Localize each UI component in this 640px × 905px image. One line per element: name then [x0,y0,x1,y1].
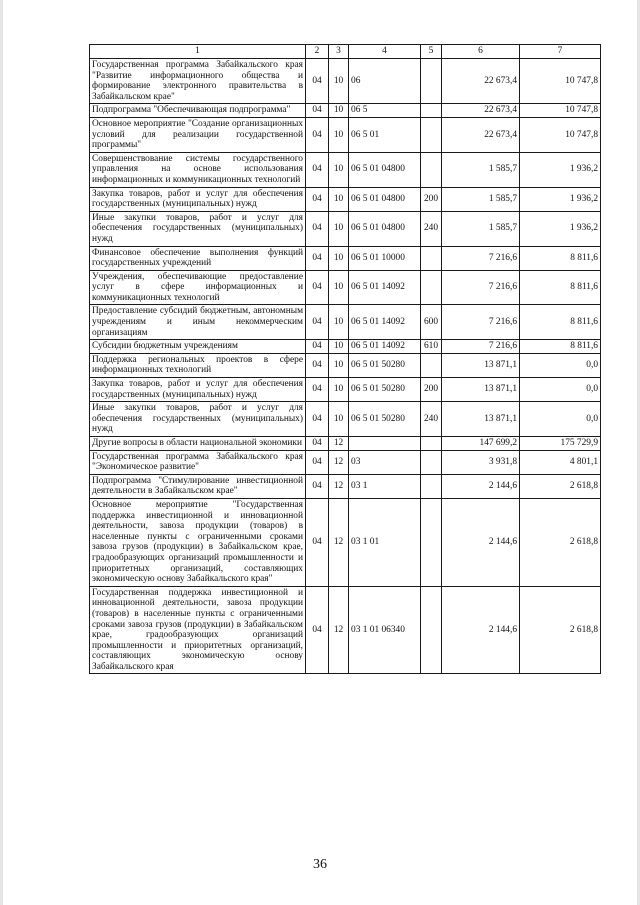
row-subsection-code: 12 [329,474,349,498]
table-row [90,340,601,354]
table-row [90,474,601,498]
row-amount-year-2: 8 811,6 [520,246,601,270]
row-expense-type: 610 [421,340,442,354]
row-target-article: 06 5 01 50280 [349,402,421,437]
row-section-code: 04 [306,498,329,586]
row-target-article: 03 1 01 [349,498,421,586]
row-amount-year-1: 22 673,4 [442,59,520,104]
row-subsection-code: 10 [329,305,349,340]
row-subsection-code: 10 [329,378,349,402]
row-expense-type [421,474,442,498]
row-target-article: 06 5 01 04800 [349,152,421,187]
row-amount-year-2: 1 936,2 [520,152,601,187]
row-amount-year-2: 10 747,8 [520,59,601,104]
row-amount-year-2: 2 618,8 [520,498,601,586]
column-header-7: 7 [520,45,601,59]
row-name: Государственная программа Забайкальского края "Экономическое развитие" [90,450,306,474]
row-amount-year-1: 2 144,6 [442,498,520,586]
column-header-5: 5 [421,45,442,59]
row-expense-type [421,498,442,586]
row-amount-year-2: 8 811,6 [520,270,601,305]
row-section-code: 04 [306,187,329,211]
table-row [90,353,601,377]
row-section-code: 04 [306,402,329,437]
row-amount-year-2: 175 729,9 [520,437,601,451]
row-target-article: 06 5 01 [349,117,421,152]
row-subsection-code: 10 [329,353,349,377]
row-section-code: 04 [306,378,329,402]
row-section-code: 04 [306,586,329,674]
column-header-6: 6 [442,45,520,59]
table-row [90,378,601,402]
row-section-code: 04 [306,450,329,474]
row-subsection-code: 10 [329,152,349,187]
row-expense-type: 200 [421,187,442,211]
row-section-code: 04 [306,474,329,498]
budget-table [89,44,601,674]
table-row [90,402,601,437]
row-amount-year-1: 3 931,8 [442,450,520,474]
row-expense-type [421,246,442,270]
table-row [90,450,601,474]
row-section-code: 04 [306,246,329,270]
row-subsection-code: 12 [329,437,349,451]
row-name: Государственная поддержка инвестиционной и инновационной деятельности, завоза продукции (товаров) в населенные пункты с ограниченными сроками завоза грузов (продукции) в Забайкальском крае, градообразующих организаций промышленности и приоритетных организаций, составляющих экономическую основу Забайкальского края [90,586,306,674]
row-name: Другие вопросы в области национальной экономики [90,437,306,451]
row-amount-year-2: 8 811,6 [520,305,601,340]
row-name: Основное мероприятие "Государственная поддержка инвестиционной и инновационной деятельности, завоза продукции (товаров) в населенные пункты с ограниченными сроками завоза грузов (продукции) в Забайкальском крае, градообразующих организаций промышленности и приоритетных организаций, составляющих экономическую основу Забайкальского края" [90,498,306,586]
row-expense-type: 240 [421,402,442,437]
table-row [90,498,601,586]
column-header-3: 3 [329,45,349,59]
table-row [90,152,601,187]
table-row [90,117,601,152]
row-amount-year-1: 2 144,6 [442,586,520,674]
row-amount-year-2: 4 801,1 [520,450,601,474]
row-section-code: 04 [306,437,329,451]
row-section-code: 04 [306,117,329,152]
row-name: Поддержка региональных проектов в сфере информационных технологий [90,353,306,377]
row-section-code: 04 [306,270,329,305]
row-subsection-code: 10 [329,402,349,437]
row-name: Подпрограмма "Стимулирование инвестиционной деятельности в Забайкальском крае" [90,474,306,498]
row-amount-year-1: 1 585,7 [442,152,520,187]
row-target-article: 06 5 01 14092 [349,340,421,354]
row-name: Основное мероприятие "Создание организационных условий для реализации государственной программы" [90,117,306,152]
row-amount-year-2: 10 747,8 [520,117,601,152]
row-subsection-code: 10 [329,211,349,246]
row-amount-year-1: 2 144,6 [442,474,520,498]
row-amount-year-1: 22 673,4 [442,117,520,152]
row-expense-type [421,450,442,474]
row-name: Совершенствование системы государственного управления на основе использования информационных и коммуникационных технологий [90,152,306,187]
table-row [90,59,601,104]
row-expense-type [421,270,442,305]
row-expense-type [421,152,442,187]
row-section-code: 04 [306,59,329,104]
row-name: Закупка товаров, работ и услуг для обеспечения государственных (муниципальных) нужд [90,378,306,402]
row-target-article: 03 1 01 06340 [349,586,421,674]
row-expense-type [421,117,442,152]
column-header-4: 4 [349,45,421,59]
row-expense-type [421,59,442,104]
row-target-article: 03 [349,450,421,474]
row-target-article: 06 5 01 14092 [349,305,421,340]
row-subsection-code: 10 [329,117,349,152]
table-row [90,270,601,305]
table-row [90,104,601,118]
table-header-row [90,45,601,59]
row-amount-year-2: 1 936,2 [520,187,601,211]
row-subsection-code: 10 [329,187,349,211]
row-target-article: 06 5 01 04800 [349,187,421,211]
row-expense-type [421,586,442,674]
row-name: Иные закупки товаров, работ и услуг для обеспечения государственных (муниципальных) нужд [90,402,306,437]
row-subsection-code: 12 [329,586,349,674]
row-section-code: 04 [306,340,329,354]
page-edge-left [0,0,3,905]
row-amount-year-2: 2 618,8 [520,586,601,674]
row-subsection-code: 10 [329,270,349,305]
row-amount-year-1: 7 216,6 [442,305,520,340]
row-name: Подпрограмма "Обеспечивающая подпрограмма" [90,104,306,118]
table-row [90,211,601,246]
row-expense-type [421,353,442,377]
row-expense-type [421,104,442,118]
row-subsection-code: 10 [329,340,349,354]
row-target-article: 06 5 01 10000 [349,246,421,270]
row-target-article: 06 5 01 14092 [349,270,421,305]
row-expense-type: 600 [421,305,442,340]
row-amount-year-2: 10 747,8 [520,104,601,118]
row-target-article: 06 5 [349,104,421,118]
page-number: 36 [313,857,327,872]
row-amount-year-2: 0,0 [520,402,601,437]
row-amount-year-1: 13 871,1 [442,378,520,402]
row-target-article: 06 5 01 50280 [349,378,421,402]
row-name: Субсидии бюджетным учреждениям [90,340,306,354]
row-target-article [349,437,421,451]
row-amount-year-1: 7 216,6 [442,340,520,354]
table-row [90,187,601,211]
column-header-2: 2 [306,45,329,59]
row-name: Закупка товаров, работ и услуг для обеспечения государственных (муниципальных) нужд [90,187,306,211]
row-amount-year-2: 1 936,2 [520,211,601,246]
row-name: Учреждения, обеспечивающие предоставление услуг в сфере информационных и коммуникационных технологий [90,270,306,305]
row-amount-year-1: 13 871,1 [442,402,520,437]
table-row [90,305,601,340]
row-amount-year-2: 0,0 [520,353,601,377]
row-amount-year-2: 8 811,6 [520,340,601,354]
row-amount-year-1: 147 699,2 [442,437,520,451]
row-subsection-code: 10 [329,59,349,104]
row-amount-year-1: 13 871,1 [442,353,520,377]
row-amount-year-1: 1 585,7 [442,211,520,246]
row-name: Финансовое обеспечение выполнения функций государственных учреждений [90,246,306,270]
row-name: Предоставление субсидий бюджетным, автономным учреждениям и иным некоммерческим организациям [90,305,306,340]
row-amount-year-2: 2 618,8 [520,474,601,498]
row-section-code: 04 [306,353,329,377]
row-amount-year-1: 22 673,4 [442,104,520,118]
table-row [90,246,601,270]
row-target-article: 06 [349,59,421,104]
row-subsection-code: 10 [329,246,349,270]
row-expense-type: 240 [421,211,442,246]
row-name: Иные закупки товаров, работ и услуг для обеспечения государственных (муниципальных) нужд [90,211,306,246]
table-row [90,437,601,451]
row-expense-type [421,437,442,451]
row-section-code: 04 [306,305,329,340]
row-subsection-code: 12 [329,450,349,474]
row-amount-year-2: 0,0 [520,378,601,402]
row-section-code: 04 [306,211,329,246]
row-subsection-code: 10 [329,104,349,118]
row-target-article: 03 1 [349,474,421,498]
row-amount-year-1: 1 585,7 [442,187,520,211]
row-amount-year-1: 7 216,6 [442,246,520,270]
row-section-code: 04 [306,152,329,187]
row-target-article: 06 5 01 04800 [349,211,421,246]
row-name: Государственная программа Забайкальского края "Развитие информационного общества и формирование электронного правительства в Забайкальском крае" [90,59,306,104]
row-target-article: 06 5 01 50280 [349,353,421,377]
column-header-1: 1 [90,45,306,59]
row-section-code: 04 [306,104,329,118]
row-subsection-code: 12 [329,498,349,586]
row-amount-year-1: 7 216,6 [442,270,520,305]
row-expense-type: 200 [421,378,442,402]
table-row [90,586,601,674]
